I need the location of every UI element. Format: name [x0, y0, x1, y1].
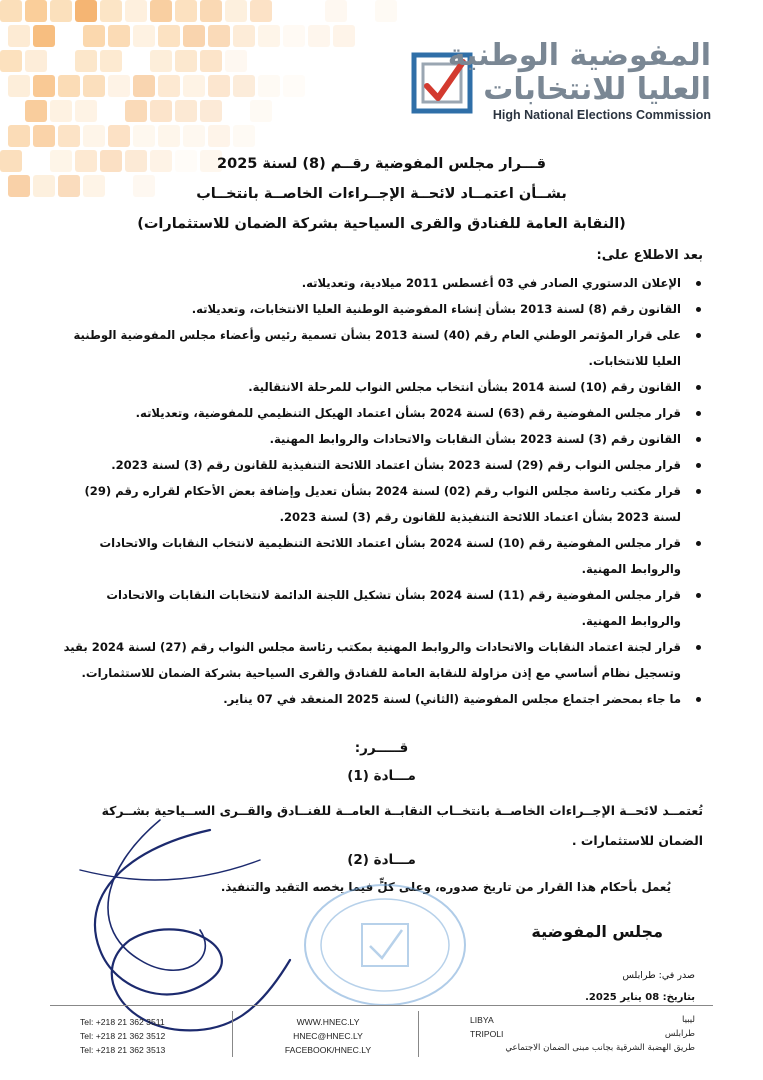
mosaic-tile: [158, 75, 180, 97]
mosaic-tile: [158, 25, 180, 47]
mosaic-tile: [83, 125, 105, 147]
mosaic-tile: [0, 50, 22, 72]
list-item: القانون رقم (3) لسنة 2023 بشأن النقابات والاتحادات والروابط المهنية.: [63, 426, 703, 452]
mosaic-tile: [25, 100, 47, 122]
mosaic-tile: [250, 0, 272, 22]
mosaic-tile: [233, 125, 255, 147]
bullet-icon: [696, 333, 701, 338]
official-stamp: [300, 880, 470, 1010]
list-item: قرار مجلس النواب رقم (29) لسنة 2023 بشأن اعتماد اللائحة التنفيذية للقانون رقم (3) لسنة 2023.: [63, 452, 703, 478]
mosaic-tile: [175, 100, 197, 122]
mosaic-tile: [308, 25, 330, 47]
mosaic-tile: [325, 0, 347, 22]
footer-separator: [418, 1011, 419, 1057]
mosaic-tile: [225, 50, 247, 72]
mosaic-tile: [208, 125, 230, 147]
bullet-icon: [696, 307, 701, 312]
facebook-link[interactable]: FACEBOOK/HNEC.LY: [284, 1045, 372, 1055]
mosaic-tile: [133, 125, 155, 147]
hnec-logo: [411, 38, 711, 128]
mosaic-tile: [58, 75, 80, 97]
mosaic-tile: [375, 0, 397, 22]
decision-subject-entity: (النقابة العامة للفنادق والقرى السياحية بشركة الضمان للاستثمارات): [137, 216, 626, 232]
references-list: [63, 270, 703, 712]
bullet-icon: [696, 437, 701, 442]
mosaic-tile: [75, 50, 97, 72]
phone-number: Tel: +218 21 362 3512: [80, 1031, 166, 1041]
mosaic-tile: [50, 0, 72, 22]
mosaic-tile: [283, 75, 305, 97]
decision-heading: قـــــرر:: [354, 740, 409, 756]
mosaic-tile: [83, 25, 105, 47]
mosaic-tile: [125, 0, 147, 22]
mosaic-tile: [100, 0, 122, 22]
mosaic-tile: [200, 100, 222, 122]
list-item: قرار لجنة اعتماد النقابات والاتحادات والروابط المهنية بمكتب رئاسة مجلس النواب رقم (27) لسنة 2024 بقيد وتسجيل نظام أساسي مع إذن مزاولة للنقابة العامة للفنادق والقرى السياحية بشركة الضمان للاستثمارات.: [63, 634, 703, 686]
mosaic-tile: [58, 125, 80, 147]
bullet-icon: [696, 385, 701, 390]
list-item: قرار مجلس المفوضية رقم (10) لسنة 2024 بشأن اعتماد اللائحة التنظيمية لانتخاب النقابات والاتحادات والروابط المهنية.: [63, 530, 703, 582]
mosaic-tile: [183, 125, 205, 147]
mosaic-tile: [258, 25, 280, 47]
footer: [0, 1005, 763, 1080]
article-2-heading: مـــادة (2): [347, 852, 416, 868]
mosaic-tile: [183, 75, 205, 97]
bullet-icon: [696, 281, 701, 286]
article-2-text: يُعمل بأحكام هذا القرار من تاريخ صدوره، وعلى كلٍّ فيما يخصه التقيد والتنفيذ.: [220, 880, 671, 894]
issued-place: صدر في: طرابلس: [622, 970, 695, 981]
bullet-icon: [696, 411, 701, 416]
phone-number: Tel: +218 21 362 3513: [80, 1045, 166, 1055]
footer-location-ar: ليبيا طرابلس طريق الهضبة الشرقية بجانب مبنى الضمان الاجتماعي: [505, 1015, 695, 1053]
mosaic-tile: [233, 25, 255, 47]
bullet-icon: [696, 541, 701, 546]
mosaic-tile: [8, 75, 30, 97]
mosaic-tile: [183, 25, 205, 47]
list-item: القانون رقم (10) لسنة 2014 بشأن انتخاب مجلس النواب للمرحلة الانتقالية.: [63, 374, 703, 400]
mosaic-tile: [100, 50, 122, 72]
mosaic-tile: [150, 0, 172, 22]
mosaic-tile: [175, 50, 197, 72]
bullet-icon: [696, 697, 701, 702]
logo-arabic-line1: المفوضية الوطنية: [447, 38, 711, 73]
mosaic-tile: [333, 25, 355, 47]
mosaic-tile: [233, 75, 255, 97]
mosaic-tile: [8, 125, 30, 147]
footer-divider: [50, 1005, 713, 1006]
list-item: الإعلان الدستوري الصادر في 03 أغسطس 2011 ميلادية، وتعديلاته.: [63, 270, 703, 296]
decision-subject: بشــأن اعتمــاد لائحــة الإجــراءات الخاصــة بانتخــاب: [196, 186, 567, 202]
bullet-icon: [696, 463, 701, 468]
mosaic-tile: [108, 75, 130, 97]
mosaic-tile: [200, 50, 222, 72]
mosaic-tile: [175, 0, 197, 22]
website-link[interactable]: WWW.HNEC.LY: [296, 1017, 360, 1027]
mosaic-tile: [200, 0, 222, 22]
bullet-icon: [696, 489, 701, 494]
mosaic-tile: [25, 50, 47, 72]
intro-heading: بعد الاطلاع على:: [596, 248, 703, 263]
bullet-icon: [696, 593, 701, 598]
mosaic-tile: [125, 100, 147, 122]
mosaic-tile: [208, 25, 230, 47]
mosaic-tile: [150, 100, 172, 122]
mosaic-tile: [133, 25, 155, 47]
mosaic-tile: [283, 25, 305, 47]
list-item: القانون رقم (8) لسنة 2013 بشأن إنشاء المفوضية الوطنية العليا الانتخابات، وتعديلاته.: [63, 296, 703, 322]
list-item: قرار مجلس المفوضية رقم (63) لسنة 2024 بشأن اعتماد الهيكل التنظيمي للمفوضية، وتعديلاته.: [63, 400, 703, 426]
email-link[interactable]: HNEC@HNEC.LY: [293, 1031, 363, 1041]
mosaic-tile: [33, 125, 55, 147]
list-item: قرار مكتب رئاسة مجلس النواب رقم (02) لسنة 2024 بشأن تعديل وإضافة بعض الأحكام لقراره رقم (29) لسنة 2023 بشأن اعتماد اللائحة التنفيذية للقانون رقم (3) لسنة 2023.: [63, 478, 703, 530]
mosaic-tile: [50, 100, 72, 122]
decision-title: قـــرار مجلس المفوضية رقــم (8) لسنة 2025: [217, 156, 546, 172]
mosaic-tile: [75, 100, 97, 122]
mosaic-tile: [250, 100, 272, 122]
footer-phones: [80, 1015, 165, 1057]
mosaic-tile: [0, 0, 22, 22]
mosaic-tile: [133, 75, 155, 97]
logo-arabic-line2: العليا للانتخابات: [483, 72, 711, 107]
mosaic-tile: [33, 25, 55, 47]
footer-separator: [232, 1011, 233, 1057]
list-item: قرار مجلس المفوضية رقم (11) لسنة 2024 بشأن تشكيل اللجنة الدائمة لانتخابات النقابات والاتحادات والروابط المهنية.: [63, 582, 703, 634]
mosaic-tile: [25, 0, 47, 22]
mosaic-tile: [258, 75, 280, 97]
list-item: ما جاء بمحضر اجتماع مجلس المفوضية (الثاني) لسنة 2025 المنعقد في 07 يناير.: [63, 686, 703, 712]
mosaic-tile: [208, 75, 230, 97]
issued-date: بتاريخ: 08 يناير 2025.: [585, 992, 695, 1003]
mosaic-tile: [150, 50, 172, 72]
footer-location-en: LIBYA TRIPOLI: [470, 1015, 504, 1039]
footer-web: [272, 1015, 384, 1057]
signatory: مجلس المفوضية: [531, 922, 663, 941]
mosaic-tile: [83, 75, 105, 97]
mosaic-tile: [33, 75, 55, 97]
mosaic-tile: [108, 125, 130, 147]
phone-number: Tel: +218 21 362 3511: [80, 1017, 165, 1027]
mosaic-tile: [108, 25, 130, 47]
article-1-text: تُعتمــد لائحــة الإجــراءات الخاصــة بانتخــاب النقابــة العامــة للفنــادق والقــرى الســياحية بشــركة الضمان للاستثمارات .: [101, 803, 703, 848]
logo-english-name: High National Elections Commission: [492, 108, 711, 122]
article-1-heading: مـــادة (1): [347, 768, 416, 784]
mosaic-tile: [158, 125, 180, 147]
mosaic-tile: [75, 0, 97, 22]
mosaic-tile: [225, 0, 247, 22]
list-item: على قرار المؤتمر الوطني العام رقم (40) لسنة 2013 بشأن تسمية رئيس وأعضاء مجلس المفوضية الوطنية العليا للانتخابات.: [63, 322, 703, 374]
mosaic-tile: [8, 25, 30, 47]
bullet-icon: [696, 645, 701, 650]
